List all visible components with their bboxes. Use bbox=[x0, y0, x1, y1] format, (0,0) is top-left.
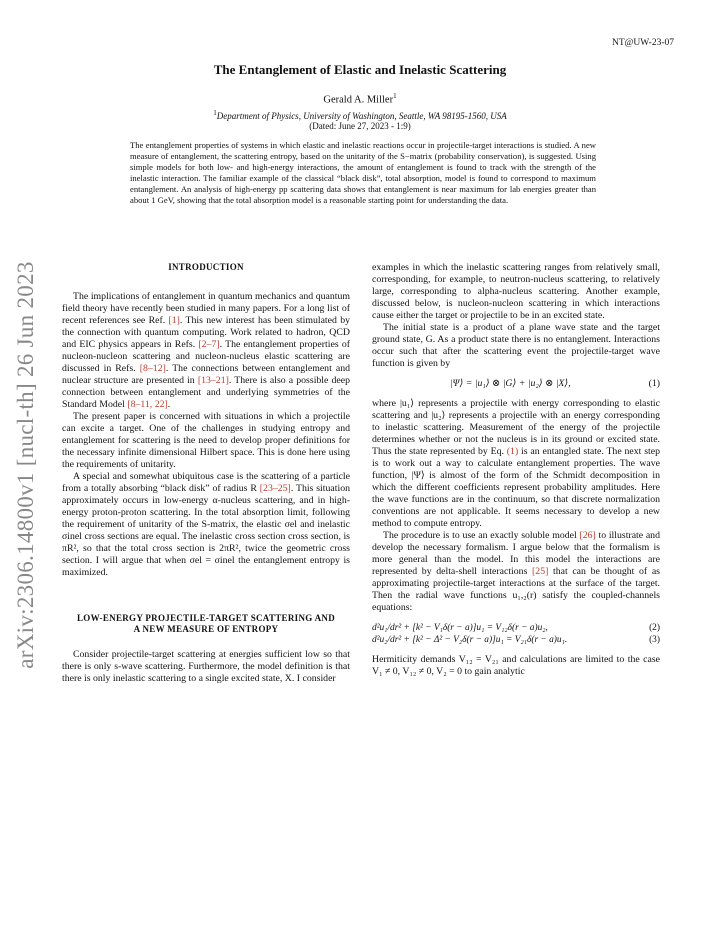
affiliation-line bbox=[0, 109, 720, 121]
arxiv-stamp bbox=[6, 255, 46, 675]
right-paragraph-1: examples in which the inelastic scattering ranges from relatively small, corresponding, for example, to neutron-nucleus scattering, to relatively large, corresponding to alpha-nucleus scattering. Another example, discussed below, is nucleon-nucleon scattering in which interactions cause either the target or projectile to be in an excited state. bbox=[372, 262, 660, 321]
text-run: . The entanglement properties of nucleon-nucleon scattering and nucleon-nucleus elastic scattering are discussed in Refs. bbox=[62, 339, 350, 374]
equation-3-body: d²u₂/dr² + [k² − Δ² − V₂δ(r − a)]u₁ = V₂₁δ(r − a)u₁. bbox=[372, 635, 568, 645]
intro-paragraph-3 bbox=[62, 471, 350, 579]
text-run: that can be thought of as approximating projectile-target interactions at the surface of the target. Then the radial wave functions u₁,₂(r) satisfy the coupled-channels equations: bbox=[372, 566, 660, 613]
citation-link[interactable]: [13–21] bbox=[197, 375, 229, 386]
equation-2 bbox=[372, 622, 660, 634]
citation-link[interactable]: [8–12] bbox=[139, 363, 166, 374]
equation-1-number: (1) bbox=[648, 378, 660, 389]
affiliation: Department of Physics, University of Washington, Seattle, WA 98195-1560, USA bbox=[216, 111, 507, 121]
text-run: where |u₁⟩ represents a projectile with energy corresponding to elastic scattering and |u₂⟩ represents a projectile with an energy corresponding to inelastic scattering. Measurement of the energy of the projectile determines whether or not the nucleus is in its ground or excited state. Thus the state represented by Eq. bbox=[372, 398, 660, 457]
left-column bbox=[62, 262, 350, 685]
date-line: (Dated: June 27, 2023 - 1:9) bbox=[309, 121, 411, 131]
equation-3 bbox=[372, 634, 660, 646]
right-paragraph-2: The initial state is a product of a plane wave state and the target ground state, G. As a product state there is no entanglement. Interactions occur such that after the scattering event the projectile-target wave function is given by bbox=[372, 322, 660, 369]
lowenergy-paragraph-1: Consider projectile-target scattering at energies sufficient low so that there is only s-wave scattering. Furthermore, the model definition is that there is only inelastic scattering to a single excited state, X. I consider bbox=[62, 649, 350, 684]
text-run: A special and somewhat ubiquitous case is the scattering of a particle from a totally absorbing “black disk” of radius R bbox=[62, 471, 350, 494]
equation-3-number: (3) bbox=[649, 635, 660, 645]
citation-link[interactable]: [26] bbox=[579, 530, 596, 541]
text-run: to illustrate and develop the necessary formalism. I argue below that the formalism is more general than the model. In this model the interactions are represented by delta-shell interactions bbox=[372, 530, 660, 577]
citation-link[interactable]: [2–7] bbox=[198, 339, 220, 350]
text-run: . This situation approximately occurs in low-energy α-nucleus scattering, and in high-energy proton-proton scattering. In the total absorption limit, following the requirement of unitarity of the S-matrix, the elastic σel and inelastic σinel cross sections are equal. The inelastic cross section cross section, is πR², so that the total cross section is 2πR², twice the geometric cross section. I will argue that when σel = σinel the entanglement entropy is maximized. bbox=[62, 483, 350, 578]
right-paragraph-3 bbox=[372, 398, 660, 530]
right-paragraph-5: Hermiticity demands V₁₂ = V₂₁ and calculations are limited to the case V₁ ≠ 0, V₁₂ ≠ 0, V₂ = 0 to gain analytic bbox=[372, 654, 660, 677]
right-paragraph-4 bbox=[372, 530, 660, 614]
lowenergy-heading: LOW-ENERGY PROJECTILE-TARGET SCATTERING AND A NEW MEASURE OF ENTROPY bbox=[76, 613, 336, 634]
text-run: . There is also a possible deep connection between entanglement and underlying symmetries of the Standard Model bbox=[62, 375, 350, 410]
intro-paragraph-2: The present paper is concerned with situations in which a projectile can excite a target. One of the challenges in studying entropy and entanglement for scattering is the need to develop proper definitions for the necessary infinite dimensional Hilbert space. This is done here using the requirements of unitarity. bbox=[62, 411, 350, 470]
equation-1 bbox=[372, 378, 660, 390]
equation-link[interactable]: (1) bbox=[506, 446, 519, 457]
author-name: Gerald A. Miller bbox=[323, 94, 394, 106]
text-run: . This new interest has been stimulated by the connection with quantum computing. Work related to hadron, QCD and EIC physics appears in Refs. bbox=[62, 315, 350, 350]
text-run: . The connections between entanglement and nuclear structure are presented in bbox=[62, 363, 350, 386]
report-number: NT@UW-23-07 bbox=[611, 38, 674, 48]
arxiv-stamp-text: arXiv:2306.14800v1 [nucl-th] 26 Jun 2023 bbox=[13, 261, 38, 669]
equation-1-body: |Ψ⟩ = |u₁⟩ ⊗ |G⟩ + |u₂⟩ ⊗ |X⟩, bbox=[449, 378, 571, 389]
equations-2-3 bbox=[372, 622, 660, 646]
text-run: . bbox=[167, 399, 171, 410]
text-run: is an entangled state. The next step is to work out a way to calculate entanglement properties. The wave function, |Ψ⟩ is almost of the form of the Schmidt decomposition in which the different coefficients represent probability amplitudes. Here the wave functions are in the continuum, so that discrete normalization conventions are not applicable. It seems necessary to develop a new method to compute entropy. bbox=[372, 446, 660, 529]
author-line bbox=[0, 92, 720, 106]
abstract: The entanglement properties of systems in which elastic and inelastic reactions occur in projectile-target interactions is studied. A new measure of entanglement, the scattering entropy, based on the unitarity of the S−matrix (probability conservation), is suggested. Using simple models for both low- and high-energy interactions, the amount of entanglement is found to track with the strength of the inelastic interaction. The familiar example of the classical “black disk”, total absorption, model is found to correspond to maximum entanglement. An analysis of high-energy pp scattering data shows that entanglement is near maximum for lab energies greater than about 1 GeV, showing that the total absorption model is a reasonable starting point for understanding the data. bbox=[130, 140, 596, 205]
text-run: The procedure is to use an exactly soluble model bbox=[383, 530, 580, 541]
citation-link[interactable]: [1] bbox=[168, 315, 180, 326]
paper-title: The Entanglement of Elastic and Inelastic Scattering bbox=[213, 62, 507, 77]
equation-2-number: (2) bbox=[649, 623, 660, 633]
citation-link[interactable]: [25] bbox=[532, 566, 549, 577]
author-superscript: 1 bbox=[393, 92, 397, 100]
intro-paragraph-1 bbox=[62, 291, 350, 411]
affiliation-superscript: 1 bbox=[213, 109, 217, 117]
equation-2-body: d²u₁/dr² + [k² − V₁δ(r − a)]u₁ = V₁₂δ(r − a)u₂, bbox=[372, 623, 548, 633]
intro-heading: INTRODUCTION bbox=[168, 262, 244, 272]
text-run: The implications of entanglement in quantum mechanics and quantum field theory have recently been studied in many papers. For a long list of recent references see Ref. bbox=[62, 291, 350, 326]
citation-link[interactable]: [23–25] bbox=[259, 483, 291, 494]
right-column bbox=[372, 262, 660, 678]
citation-link[interactable]: [8–11, 22] bbox=[127, 399, 168, 410]
